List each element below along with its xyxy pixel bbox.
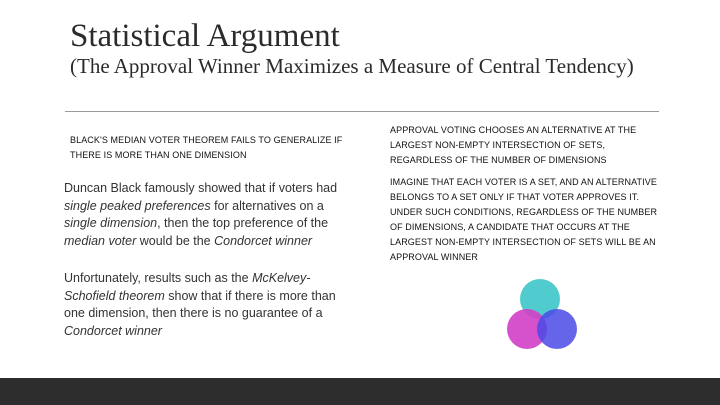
- slide-title: Statistical Argument: [70, 18, 340, 54]
- emphasis: Condorcet winner: [64, 323, 162, 338]
- venn-diagram: [500, 278, 580, 352]
- text: , then the top preference of the: [157, 216, 329, 231]
- text: for alternatives on a: [210, 198, 324, 213]
- text: show that if there is more than one dimension, then there is no guarantee of a: [64, 288, 336, 321]
- right-section-heading: APPROVAL VOTING CHOOSES AN ALTERNATIVE AT THE LARGEST NON-EMPTY INTERSECTION OF SETS, REGARDLESS OF THE NUMBER OF DIMENSIONS: [390, 125, 637, 165]
- text: Duncan Black famously showed that if voters had: [64, 181, 338, 195]
- paragraph-mckelvey-schofield: [64, 270, 354, 340]
- venn-circle-right: [537, 309, 577, 349]
- emphasis: McKelvey-Schofield theorem: [64, 271, 311, 303]
- emphasis: Condorcet winner: [214, 233, 313, 248]
- text: Unfortunately, results such as the: [64, 271, 253, 285]
- right-section-body: IMAGINE THAT EACH VOTER IS A SET, AND AN ALTERNATIVE BELONGS TO A SET ONLY IF THAT VOTER APPROVES IT. UNDER SUCH CONDITIONS, REGARDLESS OF THE NUMBER OF DIMENSIONS, A CANDIDATE THAT OCCURS AT THE LARGEST NON-EMPTY INTERSECTION OF SETS WILL BE AN APPROVAL WINNER: [390, 177, 658, 262]
- paragraph-median-voter: [64, 180, 354, 250]
- emphasis: single dimension: [64, 216, 158, 231]
- footer-bar: [0, 378, 720, 405]
- emphasis: median voter: [64, 233, 137, 248]
- slide-subtitle: (The Approval Winner Maximizes a Measure of Central Tendency): [70, 54, 634, 78]
- title-divider: [65, 111, 659, 112]
- left-section-heading: BLACK'S MEDIAN VOTER THEOREM FAILS TO GENERALIZE IF THERE IS MORE THAN ONE DIMENSION: [70, 135, 343, 160]
- text: would be the: [136, 233, 215, 248]
- emphasis: single peaked preferences: [64, 198, 211, 213]
